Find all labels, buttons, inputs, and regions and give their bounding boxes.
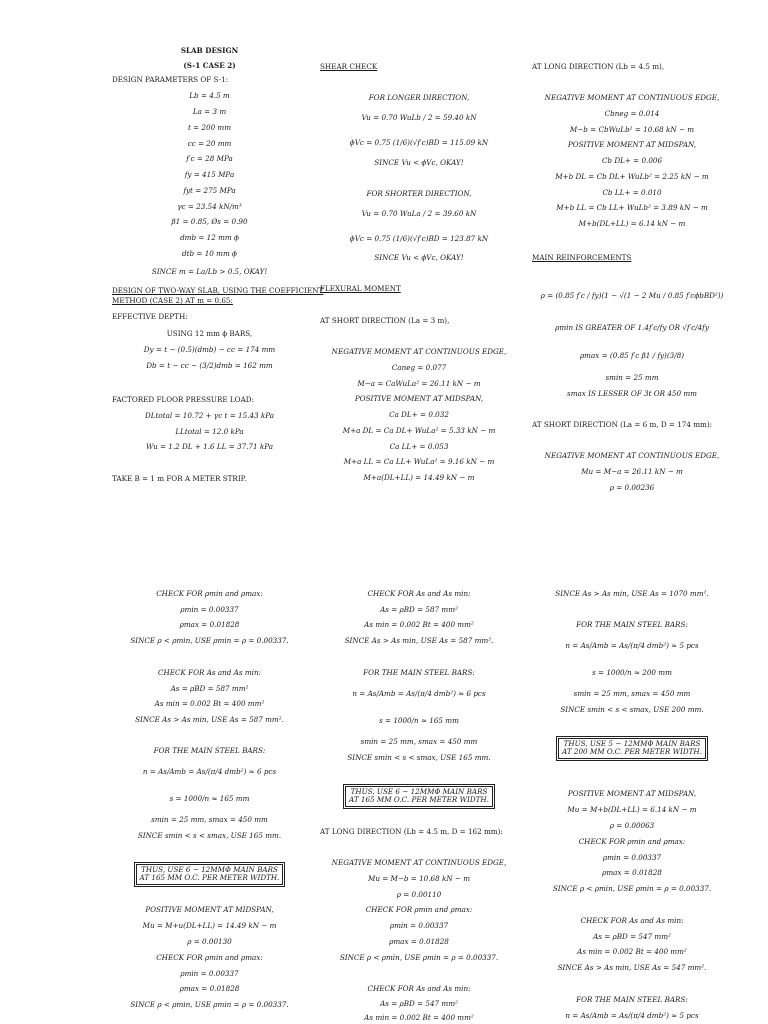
two-way-heading-2: METHOD (CASE 2) AT m = 0.65: [112,296,233,305]
formula-line: smin = 25 mm [605,373,659,382]
param-line: β1 = 0.85, Øs = 0.90 [171,217,248,226]
doc-subtitle: (S-1 CASE 2) [183,61,236,70]
result-line: AT 200 MM O.C. PER METER WIDTH. [562,747,702,757]
calc-line: CHECK FOR ρmin and ρmax: [365,905,473,914]
calc-line: ρmin = 0.00337 [602,853,662,862]
calc-line: s = 1000/n ≈ 165 mm [379,716,459,725]
calc-line: ρmin = 0.00337 [389,921,449,930]
calc-line: Db = t − cc − (3/2)dmb = 162 mm [146,361,273,370]
calc-line: Dy = t − (0.5)(dmb) − cc = 174 mm [143,345,276,354]
calc-line: ρmin = 0.00337 [180,969,239,978]
calc-line: CHECK FOR As and As min: [367,984,471,993]
formula-line: smax IS LESSER OF 3t OR 450 mm [567,389,697,398]
calc-line: M+a LL = Ca LL+ WuLa² = 9.16 kN − m [343,457,495,466]
calc-line: SINCE smin < s < smax, USE 165 mm. [137,831,282,840]
calc-line: POSITIVE MOMENT AT MIDSPAN, [567,140,697,149]
calc-line: As = ρBD = 587 mm² [170,684,249,693]
calc-line: As min = 0.002 Bt = 400 mm² [364,1013,474,1022]
calc-line: M−a = CaWuLa² = 26.11 kN − m [357,379,481,388]
result-line: THUS, USE 5 − 12MMΦ MAIN BARS [563,739,701,748]
calc-line: CHECK FOR ρmin and ρmax: [156,953,263,962]
design-params-heading: DESIGN PARAMETERS OF S-1: [112,75,229,84]
calc-line: CHECK FOR ρmin and ρmax: [156,589,263,598]
result-line: AT 165 MM O.C. PER METER WIDTH. [349,795,489,805]
param-line: dmb = 12 mm ϕ [180,233,239,242]
calc-line: SINCE As > As min, USE As = 587 mm². [135,715,284,724]
formula-line: ρmin IS GREATER OF 1.4f′c/fy OR √f′c/4fy [555,323,709,332]
param-line: dtb = 10 mm ϕ [182,249,237,258]
param-line: fy = 415 MPa [184,170,235,179]
param-line: La = 3 m [192,107,227,116]
formula-line: ρmax = (0.85 f′c β1 / fy)(3/8) [579,351,685,360]
result-box [320,786,518,807]
calc-line: M−b = CbWuLb² = 10.68 kN − m [569,125,695,134]
calc-line: DLtotal = 10.72 + γc t = 15.43 kPa [144,411,275,420]
calc-line: Mu = M+u(DL+LL) = 14.49 kN − m [142,921,277,930]
calc-line: As = ρBD = 547 mm² [380,999,458,1008]
calc-line: POSITIVE MOMENT AT MIDSPAN, [354,394,484,403]
calc-line: FOR THE MAIN STEEL BARS: [576,620,688,629]
calc-line: ρmax = 0.01828 [179,620,240,629]
calc-line: FOR THE MAIN STEEL BARS: [576,995,688,1004]
calc-line: Caneg = 0.077 [391,363,447,372]
param-line: γc = 23.54 kN/m³ [177,202,242,211]
calc-line: M+b(DL+LL) = 6.14 kN − m [578,219,686,228]
result-line: THUS, USE 6 − 12MMΦ MAIN BARS [141,865,278,874]
calc-line: CHECK FOR ρmin and ρmax: [578,837,686,846]
calc-line: SINCE As > As min, USE As = 1070 mm². [555,589,709,598]
calc-line: SINCE ρ < ρmin, USE ρmin = ρ = 0.00337. [339,953,499,962]
param-line: cc = 20 mm [187,139,232,148]
result-box [532,738,732,759]
calc-line: Cb DL+ = 0.006 [601,156,663,165]
calc-line: M+b DL = Cb DL+ WuLb² = 2.25 kN − m [555,172,709,181]
calc-line: FOR THE MAIN STEEL BARS: [363,668,475,677]
param-line: f′c = 28 MPa [186,154,233,163]
calc-line: NEGATIVE MOMENT AT CONTINUOUS EDGE, [544,93,720,102]
calc-line: Mu = M+b(DL+LL) = 6.14 kN − m [567,805,697,814]
calc-line: Ca LL+ = 0.053 [389,442,449,451]
calc-line: SINCE ρ < ρmin, USE ρmin = ρ = 0.00337. [130,1000,289,1009]
calc-line: As = ρBD = 547 mm² [593,932,671,941]
calc-line: SINCE As > As min, USE As = 547 mm². [557,963,707,972]
calc-line: SINCE As > As min, USE As = 587 mm². [344,636,494,645]
calc-line: ϕVc = 0.75 (1/6)(√f′c)BD = 123.87 kN [349,234,489,243]
calc-line: smin = 25 mm, smax = 450 mm [360,737,478,746]
result-box [112,864,307,885]
calc-line: M+a DL = Ca DL+ WuLa² = 5.33 kN − m [342,426,496,435]
calc-line: As min = 0.002 Bt = 400 mm² [154,699,265,708]
flexural-moment-heading: FLEXURAL MOMENT [320,284,401,293]
result-line: AT 165 MM O.C. PER METER WIDTH. [139,873,280,883]
param-line: t = 200 mm [187,123,232,132]
calc-line: SINCE Vu < ϕVc, OKAY! [374,158,464,167]
calc-line: Mu = M−a = 26.11 kN − m [581,467,683,476]
calc-line: n = As/Amb = As/(π/4 dmb²) ≈ 6 pcs [352,689,486,698]
short-direction-heading: AT SHORT DIRECTION (La = 6 m, D = 174 mm): [532,420,713,429]
param-line: fyt = 275 MPa [183,186,236,195]
ratio-check: SINCE m = La/Lb > 0.5, OKAY! [151,267,268,276]
calc-line: SINCE smin < s < smax, USE 165 mm. [347,753,491,762]
formula-line: ρ = (0.85 f′c / fy)(1 − √(1 − 2 Mu / 0.85 f′cϕbBD²)) [540,291,724,300]
two-way-heading: DESIGN OF TWO-WAY SLAB, USING THE COEFFICIENT [112,286,324,295]
param-line: Lb = 4.5 m [189,91,230,100]
calc-line: CHECK FOR As and As min: [157,668,262,677]
calc-line: smin = 25 mm, smax = 450 mm [573,689,691,698]
calc-line: s = 1000/n ≈ 200 mm [592,668,672,677]
main-reinforcements-heading: MAIN REINFORCEMENTS [532,253,632,262]
meter-strip-note: TAKE B = 1 m FOR A METER STRIP. [112,474,247,483]
calc-line: As = ρBD = 587 mm² [380,605,458,614]
calc-line: n = As/Amb = As/(π/4 dmb²) ≈ 5 pcs [565,641,699,650]
calc-line: Vu = 0.70 WuLb / 2 = 59.40 kN [361,113,477,122]
calc-line: s = 1000/n ≈ 165 mm [169,794,250,803]
long-direction-heading: AT LONG DIRECTION (Lb = 4.5 m, D = 162 mm): [320,827,503,836]
calc-line: ρmax = 0.01828 [179,984,240,993]
calc-line: M+b LL = Cb LL+ WuLb² = 3.89 kN − m [556,203,708,212]
calc-line: LLtotal = 12.0 kPa [175,427,244,436]
calc-line: FOR LONGER DIRECTION, [368,93,470,102]
calc-line: As min = 0.002 Bt = 400 mm² [364,620,474,629]
calc-line: USING 12 mm ϕ BARS, [166,329,253,338]
calc-line: n = As/Amb = As/(π/4 dmb²) ≈ 5 pcs [565,1011,699,1020]
calc-line: ρmax = 0.01828 [602,868,662,877]
calc-line: SINCE ρ < ρmin, USE ρmin = ρ = 0.00337. [552,884,712,893]
result-line: THUS, USE 6 − 12MMΦ MAIN BARS [350,787,488,796]
calc-line: ρ = 0.00130 [187,937,232,946]
calc-line: ϕVc = 0.75 (1/6)(√f′c)BD = 115.09 kN [349,138,489,147]
calc-line: NEGATIVE MOMENT AT CONTINUOUS EDGE, [544,451,720,460]
calc-line: ρmax = 0.01828 [389,937,449,946]
calc-line: CHECK FOR As and As min: [580,916,684,925]
shear-check-heading: SHEAR CHECK [320,62,378,71]
calc-line: ρ = 0.00110 [396,890,442,899]
calc-line: CHECK FOR As and As min: [367,589,471,598]
calc-line: smin = 25 mm, smax = 450 mm [151,815,268,824]
calc-line: NEGATIVE MOMENT AT CONTINUOUS EDGE, [331,347,507,356]
calc-line: Mu = M−b = 10.68 kN − m [367,874,471,883]
calc-line: SINCE Vu < ϕVc, OKAY! [374,253,464,262]
long-direction-heading: AT LONG DIRECTION (Lb = 4.5 m), [532,62,665,71]
calc-line: As min = 0.002 Bt = 400 mm² [577,947,687,956]
floor-load-heading: FACTORED FLOOR PRESSURE LOAD: [112,395,254,404]
calc-line: ρ = 0.00063 [609,821,655,830]
doc-title: SLAB DESIGN [180,46,239,55]
calc-line: Wu = 1.2 DL + 1.6 LL = 37.71 kPa [145,442,274,451]
calc-line: POSITIVE MOMENT AT MIDSPAN, [567,789,697,798]
calc-line: n = As/Amb = As/(π/4 dmb²) ≈ 6 pcs [142,767,277,776]
calc-line: Ca DL+ = 0.032 [389,410,449,419]
calc-line: FOR THE MAIN STEEL BARS: [153,746,266,755]
effective-depth-heading: EFFECTIVE DEPTH: [112,312,188,321]
calc-line: POSITIVE MOMENT AT MIDSPAN, [145,905,274,914]
calc-line: ρ = 0.00236 [609,483,655,492]
short-direction-heading: AT SHORT DIRECTION (La = 3 m), [320,316,450,325]
calc-line: M+a(DL+LL) = 14.49 kN − m [363,473,475,482]
calc-line: ρmin = 0.00337 [180,605,239,614]
calc-line: Cb LL+ = 0.010 [602,188,662,197]
calc-line: SINCE ρ < ρmin, USE ρmin = ρ = 0.00337. [130,636,289,645]
calc-line: FOR SHORTER DIRECTION, [366,189,472,198]
calc-line: SINCE smin < s < smax, USE 200 mm. [560,705,704,714]
calc-line: Cbneg = 0.014 [604,109,660,118]
calc-line: NEGATIVE MOMENT AT CONTINUOUS EDGE, [331,858,507,867]
calc-line: Vu = 0.70 WuLa / 2 = 39.60 kN [361,209,477,218]
